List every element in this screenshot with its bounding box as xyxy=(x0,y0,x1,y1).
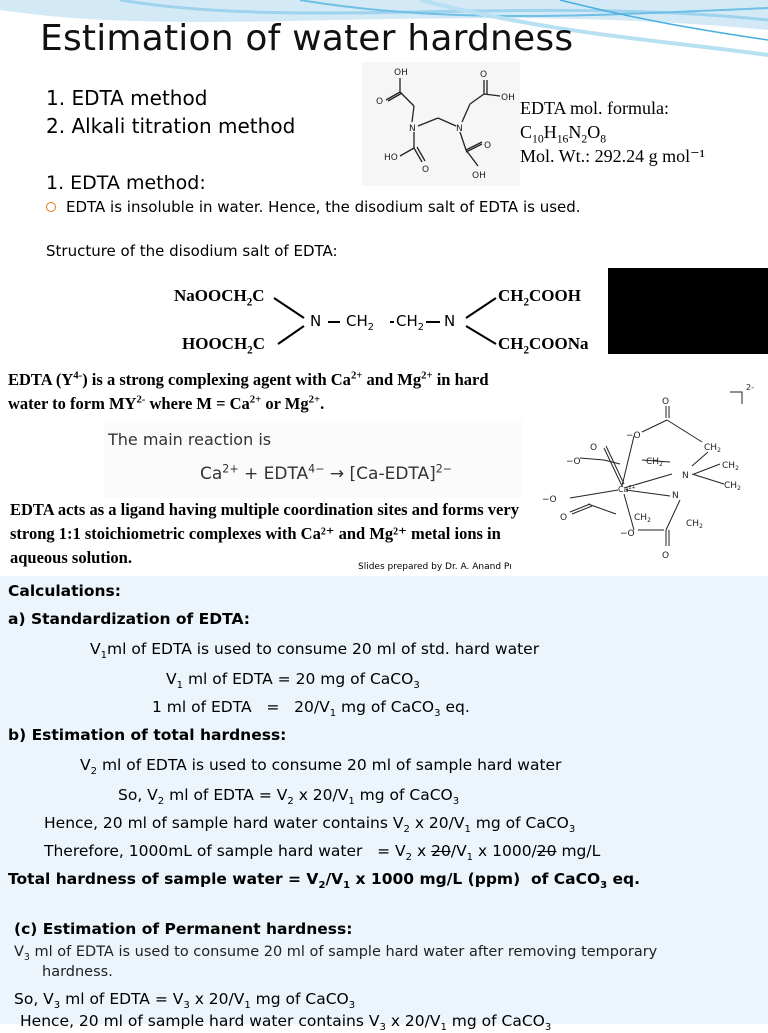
group-bottom-right: $CH_2COONa$ xyxy=(498,334,589,357)
complex-ca: $Ca^{2+}$ xyxy=(618,485,636,494)
method-1: 1. EDTA method xyxy=(46,86,208,110)
black-redaction-box xyxy=(608,268,768,354)
struct-n-right: N xyxy=(456,124,463,134)
complex-neg-o-2: −O xyxy=(566,457,581,467)
slide-credit: Slides prepared by Dr. A. Anand Pı xyxy=(358,562,512,572)
center-n-left: N xyxy=(310,312,322,330)
bullet-circle-icon xyxy=(46,202,56,212)
total-hardness-heading: b) Estimation of total hardness: xyxy=(8,726,287,744)
complex-o-bottom-left: O xyxy=(560,513,568,523)
calc-b-line-4: Therefore, 1000mL of sample hard water = $V_2$ x $20/V_1$ x 1000/20 mg/L xyxy=(44,842,601,864)
complex-o-left: O xyxy=(590,443,598,453)
edta-structure-diagram xyxy=(362,62,520,186)
struct-o-bottom-right: O xyxy=(484,141,492,151)
disodium-structure xyxy=(170,282,610,362)
struct-n-left: N xyxy=(409,124,416,134)
calc-c-line-3: Hence, 20 ml of sample hard water contains $V_3$ x $20/V_1$ mg of CaCO$_3$ xyxy=(20,1012,552,1033)
center-ch2-right: $CH_2$ xyxy=(396,312,424,333)
standardization-heading: a) Standardization of EDTA: xyxy=(8,610,250,628)
molecular-weight: Mol. Wt.: 292.24 g mol⁻¹ xyxy=(520,146,706,166)
complex-neg-o-1: −O xyxy=(626,431,641,441)
structure-label: Structure of the disodium salt of EDTA: xyxy=(46,242,338,260)
calc-c-line-1b: hardness. xyxy=(42,964,113,980)
struct-o-left: O xyxy=(376,97,384,107)
slide-title: Estimation of water hardness xyxy=(40,18,574,59)
struct-o-bottom-left: O xyxy=(422,165,430,175)
struct-oh-top-left: OH xyxy=(394,68,408,78)
formula-label: EDTA mol. formula: xyxy=(520,98,670,118)
group-top-right: $CH_2COOH$ xyxy=(498,286,581,309)
struct-o-right: O xyxy=(480,70,488,80)
molecular-formula: $C_{10}H_{16}N_2O_8$ xyxy=(520,122,607,146)
method-2: 2. Alkali titration method xyxy=(46,114,296,138)
calc-b-line-1: $V_2$ ml of EDTA is used to consume 20 ml of sample hard water xyxy=(80,756,562,778)
group-bottom-left: $HOOCH_2C$ xyxy=(182,334,265,357)
ca-edta-complex-diagram xyxy=(530,380,768,576)
ligand-paragraph: EDTA acts as a ligand having multiple coordination sites and forms very strong 1:1 stoichiometric complexes with Ca²⁺ and Mg²⁺ metal ions in aqueous solution. xyxy=(10,500,519,567)
complex-neg-o-4: −O xyxy=(620,529,635,539)
complexing-agent-paragraph: EDTA $(Y^{4-})$ is a strong complexing agent with $Ca^{2+}$ and $Mg^{2+}$ in hard water to form $MY^{2-}$ where $M = Ca^{2+}$ or $Mg^{2+}$. xyxy=(8,369,489,413)
complex-ch2-4: $CH_2$ xyxy=(724,481,741,492)
complex-ch2-2: $CH_2$ xyxy=(646,457,663,468)
permanent-hardness-heading: (c) Estimation of Permanent hardness: xyxy=(14,920,353,938)
calc-c-line-1: $V_3$ ml of EDTA is used to consume 20 ml of sample hard water after removing temporary xyxy=(14,944,658,963)
complex-ch2-6: $CH_2$ xyxy=(686,519,703,530)
complex-ch2-5: $CH_2$ xyxy=(634,513,651,524)
calc-c-line-2: So, $V_3$ ml of EDTA = $V_3$ x $20/V_1$ mg of CaCO$_3$ xyxy=(14,990,356,1012)
formula-info xyxy=(520,96,705,168)
complex-o-bottom: O xyxy=(662,551,670,561)
center-n-right: N xyxy=(444,312,456,330)
bullet-item xyxy=(46,198,581,216)
complex-n-2: N xyxy=(672,491,679,501)
edta-method-heading: 1. EDTA method: xyxy=(46,172,206,194)
struct-oh-right: OH xyxy=(501,93,515,103)
calculations-heading: Calculations: xyxy=(8,582,121,600)
main-reaction-label: The main reaction is xyxy=(108,430,272,449)
total-hardness-result: Total hardness of sample water = $V_2/V_1$ x 1000 mg/L (ppm) of CaCO$_3$ eq. xyxy=(8,870,641,892)
complex-charge: 2- xyxy=(746,383,754,392)
calc-b-line-2: So, $V_2$ ml of EDTA = $V_2$ x $20/V_1$ mg of CaCO$_3$ xyxy=(118,786,460,808)
center-ch2-left: $CH_2$ xyxy=(346,312,374,333)
struct-oh-bottom: OH xyxy=(472,171,486,181)
complex-n-1: N xyxy=(682,471,689,481)
group-top-left: NaOOCH$_2$C xyxy=(174,286,265,309)
complex-ch2-1: $CH_2$ xyxy=(704,443,721,454)
complex-neg-o-3: −O xyxy=(542,495,557,505)
main-reaction-equation: $Ca^{2+}$ + $EDTA^{4-}$ → [Ca-EDTA]$^{2-}$ xyxy=(200,462,453,484)
struct-ho-bottom: HO xyxy=(384,153,398,163)
calc-a-line-3: 1 ml of EDTA = $20/V_1$ mg of CaCO$_3$ eq. xyxy=(152,698,470,720)
calc-b-line-3: Hence, 20 ml of sample hard water contains $V_2$ x $20/V_1$ mg of CaCO$_3$ xyxy=(44,814,576,836)
complex-ch2-3: $CH_2$ xyxy=(722,461,739,472)
bullet-text: EDTA is insoluble in water. Hence, the disodium salt of EDTA is used. xyxy=(66,198,581,216)
complex-o-top: O xyxy=(662,397,670,407)
calc-a-line-2: $V_1$ ml of EDTA = 20 mg of CaCO$_3$ xyxy=(166,670,420,692)
calc-a-line-1: $V_1ml$ of EDTA is used to consume 20 ml of std. hard water xyxy=(90,640,540,662)
